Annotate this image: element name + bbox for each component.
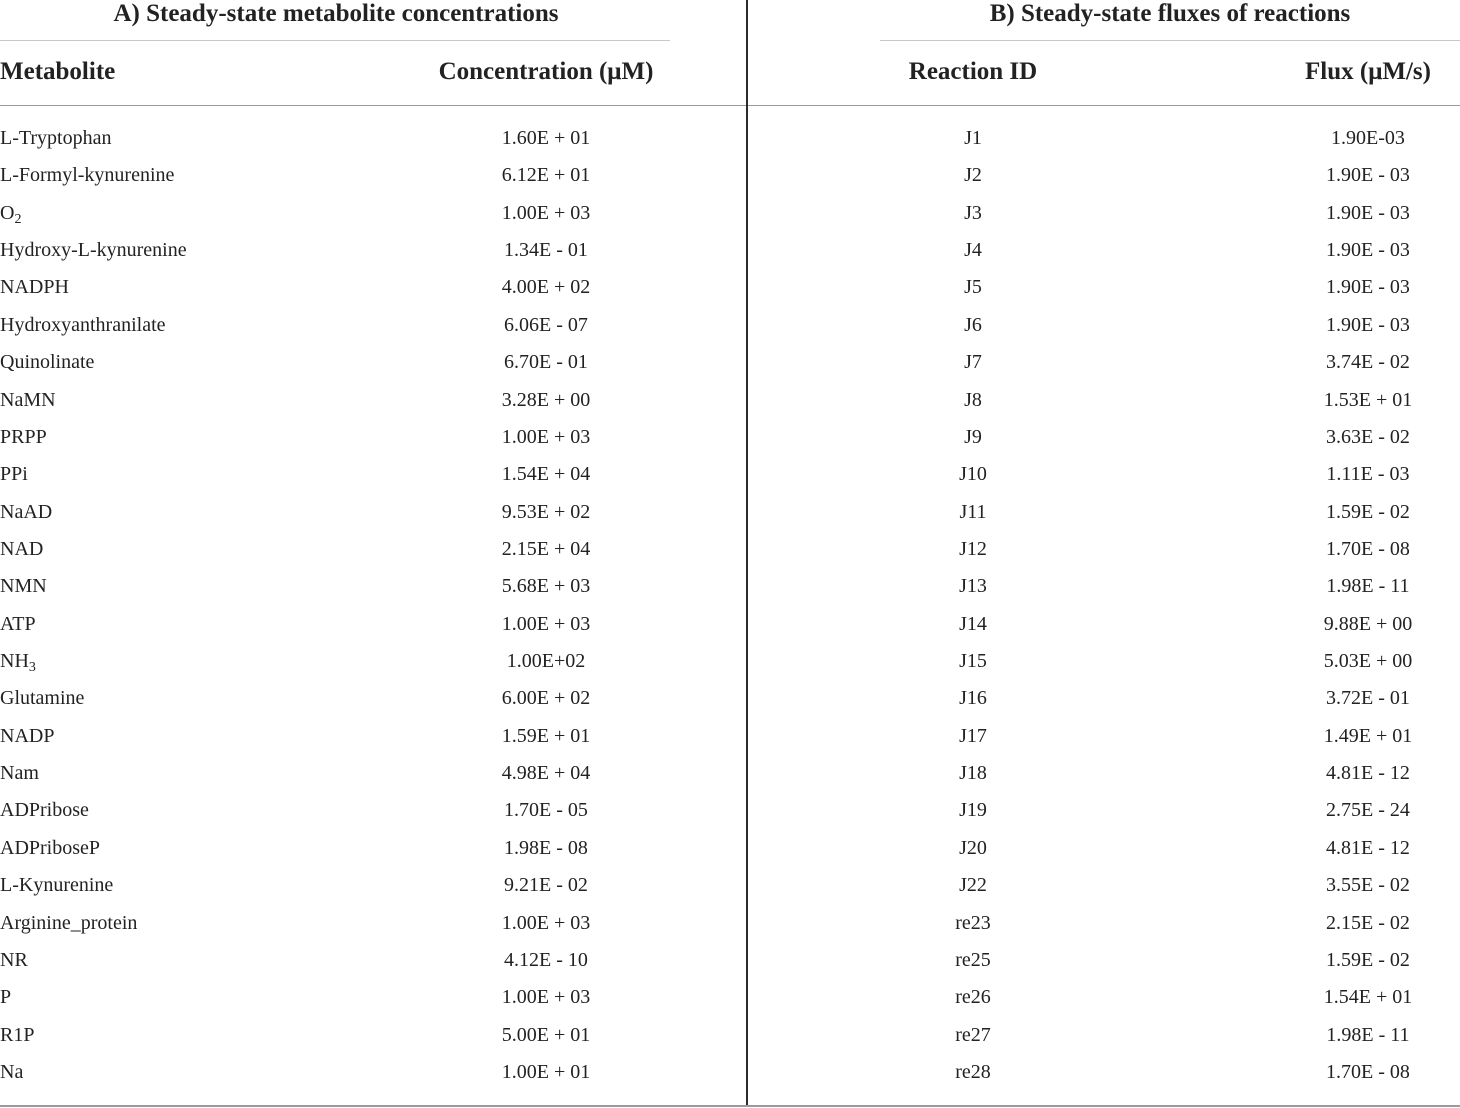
concentration-cell: 5.68E + 03 [501, 575, 591, 598]
flux-cell: 1.54E + 01 [1323, 986, 1413, 1009]
reaction-id-cell-text: J2 [964, 164, 982, 187]
reaction-id-cell-text: J5 [964, 276, 982, 299]
metabolite-cell [0, 830, 360, 867]
reaction-id-cell-text: J20 [959, 836, 987, 859]
metabolite-cell [0, 568, 360, 605]
concentration-cell: 1.00E + 03 [501, 911, 591, 934]
concentration-cell: 1.00E + 03 [501, 612, 591, 635]
table-row [748, 606, 1460, 643]
metabolite-cell [0, 344, 360, 381]
table-row [0, 232, 746, 269]
reaction-id-cell [878, 755, 1068, 792]
metabolite-cell [0, 718, 360, 755]
metabolite-cell-text: NAD [0, 537, 44, 560]
reaction-id-cell-text: J15 [959, 650, 987, 673]
reaction-id-cell [878, 867, 1068, 904]
concentration-cell: 6.00E + 02 [501, 687, 591, 710]
table-row [0, 830, 746, 867]
table-row [748, 867, 1460, 904]
reaction-id-cell-text: J17 [959, 724, 987, 747]
flux-cell: 4.81E - 12 [1326, 836, 1410, 859]
panel-a-title-rule [0, 40, 670, 41]
flux-cell: 1.11E - 03 [1326, 463, 1410, 486]
concentration-cell: 4.98E + 04 [501, 762, 591, 785]
flux-cell: 1.90E - 03 [1326, 276, 1410, 299]
panel-b-title: B) Steady-state fluxes of reactions [989, 0, 1351, 27]
table-row [0, 419, 746, 456]
metabolite-cell [0, 643, 360, 680]
concentration-cell: 1.00E+02 [506, 650, 586, 673]
reaction-id-cell-text: J14 [959, 612, 987, 635]
reaction-id-cell [878, 382, 1068, 419]
reaction-id-cell [878, 680, 1068, 717]
metabolite-cell [0, 307, 360, 344]
metabolite-cell-text: NH [0, 650, 29, 673]
concentration-cell: 3.28E + 00 [501, 388, 591, 411]
metabolite-cell [0, 419, 360, 456]
reaction-id-cell [878, 157, 1068, 194]
metabolite-cell-subscript: 3 [28, 660, 36, 676]
concentration-cell: 4.00E + 02 [501, 276, 591, 299]
panel-b-title-rule [880, 40, 1460, 41]
metabolite-cell-text: L-Kynurenine [0, 874, 114, 897]
metabolite-cell-text: O [0, 201, 15, 224]
panel-b-header-rule [748, 105, 1460, 106]
table-row [748, 643, 1460, 680]
metabolite-cell-text: L-Tryptophan [0, 127, 112, 149]
metabolite-cell-text: Na [0, 1060, 24, 1083]
flux-cell: 1.98E - 11 [1326, 1023, 1410, 1046]
table-row [0, 867, 746, 904]
metabolite-cell-text: Nam [0, 762, 39, 785]
flux-cell: 1.59E - 02 [1326, 948, 1410, 971]
flux-cell: 9.88E + 00 [1323, 612, 1413, 635]
table-row [748, 456, 1460, 493]
flux-cell: 1.90E - 03 [1326, 239, 1410, 262]
concentration-cell: 9.53E + 02 [501, 500, 591, 523]
table-row [0, 606, 746, 643]
reaction-id-cell [878, 307, 1068, 344]
reaction-id-cell-text: J10 [959, 463, 987, 486]
table-row [0, 344, 746, 381]
concentration-cell: 5.00E + 01 [501, 1023, 591, 1046]
flux-cell: 1.70E - 08 [1326, 537, 1410, 560]
metabolite-cell-text: NADPH [0, 276, 69, 299]
reaction-id-cell-text: re27 [955, 1023, 991, 1046]
metabolite-cell [0, 157, 360, 194]
flux-cell: 3.72E - 01 [1326, 687, 1410, 710]
table-row [748, 568, 1460, 605]
reaction-id-cell-text: J18 [959, 762, 987, 785]
panel-a-rows [0, 120, 746, 1091]
reaction-id-cell [878, 1054, 1068, 1091]
table-row [748, 269, 1460, 306]
reaction-id-cell [878, 942, 1068, 979]
table-row [748, 755, 1460, 792]
metabolite-cell [0, 1054, 360, 1091]
table-row [748, 531, 1460, 568]
flux-cell: 1.90E - 03 [1326, 313, 1410, 336]
metabolite-cell [0, 867, 360, 904]
table-row [0, 1017, 746, 1054]
concentration-cell: 6.70E - 01 [504, 351, 588, 374]
flux-cell: 1.98E - 11 [1326, 575, 1410, 598]
reaction-id-cell-text: J12 [959, 537, 987, 560]
table-row [0, 1054, 746, 1091]
metabolite-cell-text: ADPriboseP [0, 836, 101, 859]
table-row [748, 942, 1460, 979]
reaction-id-cell-text: re23 [955, 911, 991, 934]
bottom-rule [0, 1105, 1460, 1107]
reaction-id-cell-text: re28 [955, 1060, 991, 1083]
flux-cell: 1.90E - 03 [1326, 164, 1410, 187]
reaction-id-cell-text: J3 [964, 201, 982, 224]
concentration-cell: 9.21E - 02 [504, 874, 588, 897]
table-row [0, 456, 746, 493]
table-row [0, 718, 746, 755]
flux-cell: 2.15E - 02 [1326, 911, 1410, 934]
table-row [748, 792, 1460, 829]
reaction-id-cell [878, 979, 1068, 1016]
concentration-cell: 6.06E - 07 [504, 313, 588, 336]
table-row [748, 195, 1460, 232]
flux-cell: 4.81E - 12 [1326, 762, 1410, 785]
reaction-id-cell [878, 606, 1068, 643]
metabolite-cell-text: R1P [0, 1023, 35, 1046]
table-row [748, 232, 1460, 269]
flux-cell: 3.55E - 02 [1326, 874, 1410, 897]
reaction-id-cell [878, 120, 1068, 157]
metabolite-cell-text: Glutamine [0, 687, 85, 710]
metabolite-cell-text: PRPP [0, 425, 47, 448]
metabolite-cell-text: PPi [0, 463, 28, 486]
metabolite-cell [0, 979, 360, 1016]
table-row [748, 680, 1460, 717]
flux-cell: 3.74E - 02 [1326, 351, 1410, 374]
metabolite-cell [0, 531, 360, 568]
table-row [0, 531, 746, 568]
concentration-cell: 1.00E + 03 [501, 201, 591, 224]
reaction-id-cell [878, 1017, 1068, 1054]
concentration-cell: 1.60E + 01 [501, 127, 591, 149]
concentration-cell: 1.00E + 03 [501, 425, 591, 448]
flux-cell: 1.53E + 01 [1323, 388, 1413, 411]
table-row [0, 195, 746, 232]
metabolite-cell-subscript: 2 [14, 211, 22, 227]
metabolite-cell-text: NaAD [0, 500, 53, 523]
concentration-cell: 1.34E - 01 [504, 239, 588, 262]
table-row [748, 344, 1460, 381]
table-row [0, 269, 746, 306]
reaction-id-cell-text: re26 [955, 986, 991, 1009]
concentration-cell: 2.15E + 04 [501, 537, 591, 560]
table-row [748, 830, 1460, 867]
metabolite-cell [0, 120, 360, 157]
table-row [0, 905, 746, 942]
reaction-id-cell-text: J13 [959, 575, 987, 598]
flux-cell: 1.49E + 01 [1323, 724, 1413, 747]
concentration-cell: 6.12E + 01 [501, 164, 591, 187]
table-row [0, 755, 746, 792]
flux-cell: 1.70E - 08 [1326, 1060, 1410, 1083]
metabolite-cell [0, 680, 360, 717]
panel-a-title: A) Steady-state metabolite concentrations [113, 0, 559, 27]
metabolite-cell-text: ATP [0, 612, 36, 635]
header-flux: Flux (μM/s) [1305, 58, 1431, 85]
flux-cell: 3.63E - 02 [1326, 425, 1410, 448]
table-row [748, 120, 1460, 157]
metabolite-cell [0, 905, 360, 942]
reaction-id-cell-text: J22 [959, 874, 987, 897]
reaction-id-cell [878, 643, 1068, 680]
concentration-cell: 1.70E - 05 [504, 799, 588, 822]
table-row [0, 568, 746, 605]
reaction-id-cell-text: J4 [964, 239, 982, 262]
table-row [0, 643, 746, 680]
reaction-id-cell-text: J11 [959, 500, 987, 523]
table-row [748, 905, 1460, 942]
metabolite-cell [0, 195, 360, 232]
header-metabolite: Metabolite [0, 58, 116, 85]
metabolite-cell [0, 232, 360, 269]
reaction-id-cell [878, 494, 1068, 531]
reaction-id-cell-text: re25 [955, 948, 991, 971]
panel-a-header-rule [0, 105, 746, 106]
reaction-id-cell [878, 195, 1068, 232]
panel-b-rows [748, 120, 1460, 1091]
table-row [748, 157, 1460, 194]
table-row [748, 1017, 1460, 1054]
metabolite-cell-text: L-Formyl-kynurenine [0, 164, 175, 187]
flux-cell: 5.03E + 00 [1323, 650, 1413, 673]
flux-cell: 1.90E-03 [1331, 127, 1405, 149]
table-row [748, 1054, 1460, 1091]
panel-b-reaction-fluxes [748, 0, 1460, 1108]
metabolite-cell-text: Quinolinate [0, 351, 95, 374]
metabolite-cell [0, 942, 360, 979]
reaction-id-cell-text: J7 [964, 351, 982, 374]
table-row [0, 307, 746, 344]
concentration-cell: 1.98E - 08 [504, 836, 588, 859]
table-row [748, 718, 1460, 755]
table-row [0, 979, 746, 1016]
reaction-id-cell-text: J1 [964, 127, 982, 149]
metabolite-cell-text: NR [0, 948, 28, 971]
concentration-cell: 1.00E + 03 [501, 986, 591, 1009]
reaction-id-cell [878, 456, 1068, 493]
metabolite-cell [0, 269, 360, 306]
reaction-id-cell [878, 419, 1068, 456]
table-row [0, 942, 746, 979]
reaction-id-cell [878, 232, 1068, 269]
concentration-cell: 4.12E - 10 [504, 948, 588, 971]
metabolite-cell-text: NADP [0, 724, 55, 747]
flux-cell: 2.75E - 24 [1326, 799, 1410, 822]
table-row [748, 979, 1460, 1016]
reaction-id-cell [878, 531, 1068, 568]
reaction-id-cell-text: J19 [959, 799, 987, 822]
table-row [0, 494, 746, 531]
metabolite-cell [0, 606, 360, 643]
metabolite-cell [0, 494, 360, 531]
metabolite-cell-text: Hydroxy-L-kynurenine [0, 239, 187, 262]
flux-cell: 1.90E - 03 [1326, 201, 1410, 224]
reaction-id-cell-text: J8 [964, 388, 982, 411]
metabolite-cell [0, 1017, 360, 1054]
table-row [0, 680, 746, 717]
table-row [748, 382, 1460, 419]
table-row [0, 382, 746, 419]
metabolite-cell [0, 382, 360, 419]
flux-cell: 1.59E - 02 [1326, 500, 1410, 523]
metabolite-cell-text: Arginine_protein [0, 911, 138, 934]
metabolite-cell-text: Hydroxyanthranilate [0, 313, 166, 336]
reaction-id-cell [878, 830, 1068, 867]
table-row [748, 494, 1460, 531]
table-row [0, 792, 746, 829]
metabolite-cell-text: NaMN [0, 388, 56, 411]
header-reaction-id: Reaction ID [908, 58, 1038, 85]
reaction-id-cell-text: J6 [964, 313, 982, 336]
reaction-id-cell [878, 568, 1068, 605]
reaction-id-cell [878, 718, 1068, 755]
metabolite-cell [0, 792, 360, 829]
table-row [0, 120, 746, 157]
metabolite-cell [0, 755, 360, 792]
reaction-id-cell [878, 905, 1068, 942]
metabolite-cell-text: NMN [0, 575, 47, 598]
metabolite-cell-text: P [0, 986, 12, 1009]
concentration-cell: 1.00E + 01 [501, 1060, 591, 1083]
header-concentration: Concentration (μM) [438, 58, 654, 85]
reaction-id-cell [878, 269, 1068, 306]
table-row [748, 419, 1460, 456]
metabolite-cell-text: ADPribose [0, 799, 89, 822]
concentration-cell: 1.59E + 01 [501, 724, 591, 747]
metabolite-cell [0, 456, 360, 493]
table-row [748, 307, 1460, 344]
reaction-id-cell-text: J9 [964, 425, 982, 448]
table-row [0, 157, 746, 194]
reaction-id-cell-text: J16 [959, 687, 987, 710]
reaction-id-cell [878, 344, 1068, 381]
concentration-cell: 1.54E + 04 [501, 463, 591, 486]
reaction-id-cell [878, 792, 1068, 829]
